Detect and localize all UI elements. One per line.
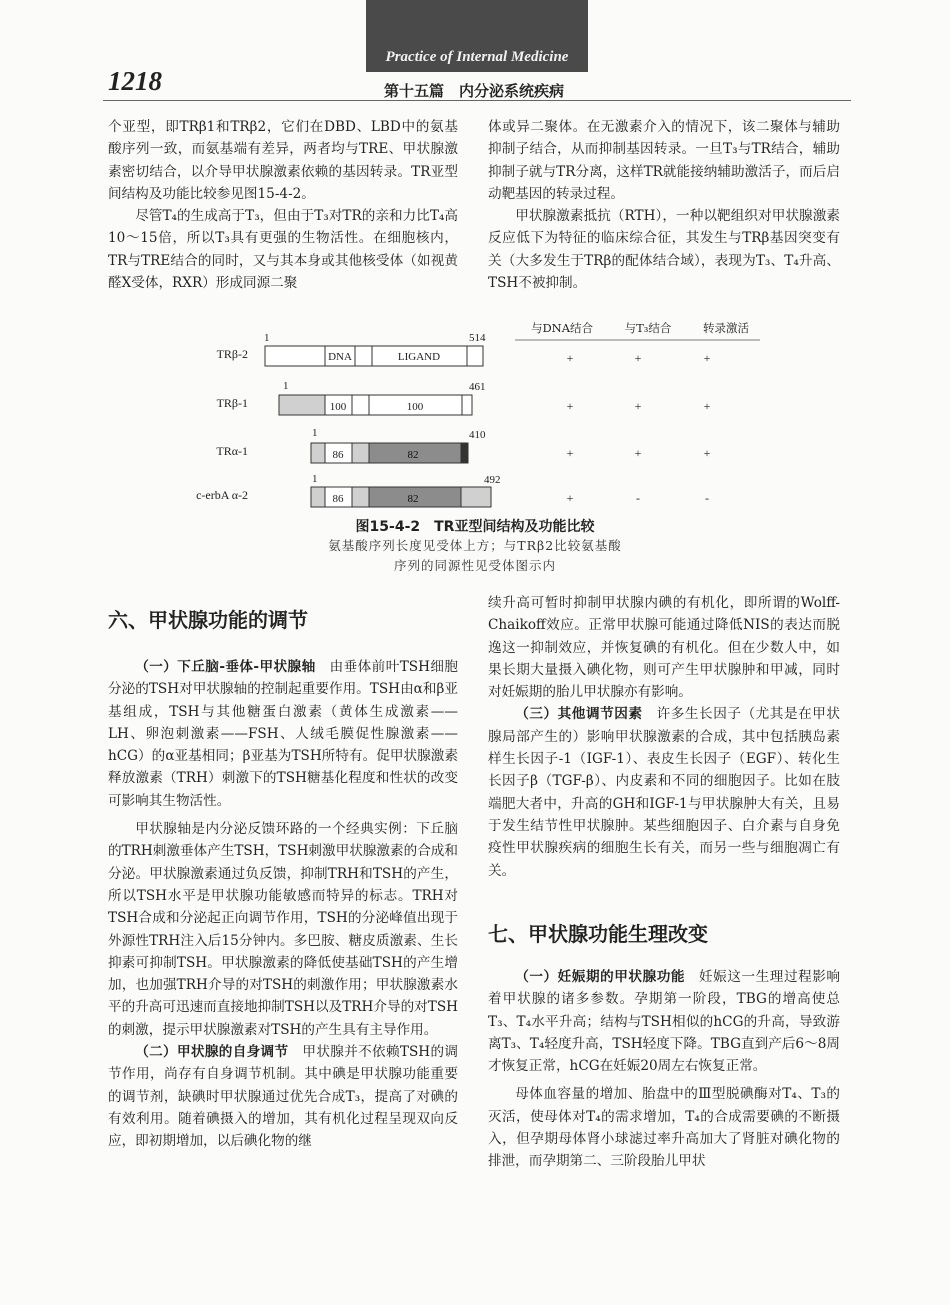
paragraph: 尽管T₄的生成高于T₃，但由于T₃对TR的亲和力比T₄高10～15倍，所以T₃具有更强的生物活性。在细胞核内，TR与TRE结合的同时，又与其本身或其他核受体（如视黄醛X受体，RXR）形成同源二聚 <box>108 208 458 292</box>
paragraph-text: 由垂体前叶TSH细胞分泌的TSH对甲状腺轴的控制起重要作用。TSH由α和β亚基组成，TSH与其他糖蛋白激素（黄体生成激素——LH、卵泡刺激素——FSH、人绒毛膜促性腺激素——hCG）的α亚基相同；β亚基为TSH所特有。促甲状腺激素释放激素（TRH）刺激下的TSH糖基化程度和性状的改变可影响其生物活性。 <box>108 659 458 809</box>
journal-title: Practice of Internal Medicine <box>385 49 569 65</box>
dna-label: DNA <box>328 351 352 363</box>
paragraph <box>108 1041 458 1152</box>
row-label: c-erbA α-2 <box>196 488 248 502</box>
ligand-label: 100 <box>406 401 424 413</box>
paragraph: 续升高可暂时抑制甲状腺内碘的有机化，即所谓的Wolff-Chaikoff效应。正常甲状腺可能通过降低NIS的表达而脱逸这一抑制效应，并恢复碘的有机化。但在少数人中，如果长期大量摄入碘化物，则可产生甲状腺肿和甲减，同时对妊娠期的胎儿甲状腺亦有影响。 <box>488 595 840 701</box>
row-trb2 <box>217 332 711 366</box>
mark-activation: + <box>703 399 711 413</box>
ligand-label: 82 <box>407 493 419 505</box>
dna-label: 86 <box>332 449 344 461</box>
section-7-column <box>488 966 840 1173</box>
mark-dna: + <box>566 399 574 413</box>
caption-title: 图15-4-2 TR亚型间结构及功能比较 <box>355 519 595 535</box>
c-terminal-block <box>461 443 468 463</box>
paragraph <box>488 966 840 1077</box>
mark-activation: + <box>703 351 711 365</box>
dna-label: 100 <box>329 401 347 413</box>
mark-t3: + <box>634 446 642 460</box>
end-residue: 514 <box>469 332 486 344</box>
paragraph: 体或异二聚体。在无激素介入的情况下，该二聚体与辅助抑制子结合，从而抑制基因转录。一旦T₃与TR结合，辅助抑制子就与TR分离，这样TR就能接纳辅助激活子，而后启动靶基因的转录过程。 <box>488 119 840 202</box>
section-6-title: 六、甲状腺功能的调节 <box>108 608 308 632</box>
ligand-label: LIGAND <box>397 351 441 363</box>
paragraph-text: 甲状腺并不依赖TSH的调节作用，尚存有自身调节机制。其中碘是甲状腺功能重要的调节剂，缺碘时甲状腺通过优先合成T₃，提高了对碘的有效利用。随着碘摄入的增加，其有机化过程呈现双向反应，即初期增加，以后碘化物的继 <box>108 1044 458 1150</box>
row-trb1 <box>217 380 711 415</box>
mark-t3: + <box>634 351 642 365</box>
start-residue: 1 <box>312 427 318 439</box>
subsection-title: （一）妊娠期的甲状腺功能 <box>515 969 686 985</box>
start-residue: 1 <box>283 380 289 392</box>
caption-line: 序列的同源性见受体图示内 <box>393 558 556 573</box>
start-residue: 1 <box>312 473 318 485</box>
end-residue: 492 <box>484 474 501 486</box>
page-number: 1218 <box>108 66 162 96</box>
paragraph <box>108 656 458 812</box>
subsection-title: （一）下丘脑-垂体-甲状腺轴 <box>135 659 316 675</box>
paragraph: 甲状腺轴是内分泌反馈环路的一个经典实例：下丘脑的TRH刺激垂体产生TSH，TSH刺激甲状腺激素的合成和分泌。甲状腺激素通过负反馈，抑制TRH和TSH的产生，所以TSH水平是甲状腺功能敏感而特异的标志。TRH对TSH合成和分泌起正向调节作用，TSH的分泌峰值出现于外源性TRH注入后15分钟内。多巴胺、糖皮质激素、生长抑素可抑制TSH。甲状腺激素的降低使基础TSH的产生增加，也加强TRH介导的对TSH的刺激作用；甲状腺激素水平的升高可迅速而直接地抑制TSH以及TRH介导的对TSH的刺激，提示甲状腺激素对TSH的产生具有主导作用。 <box>108 821 458 1038</box>
dna-label: 86 <box>332 493 344 505</box>
ligand-label: 82 <box>407 449 419 461</box>
mark-t3: + <box>634 399 642 413</box>
paragraph-text: 许多生长因子（尤其是在甲状腺局部产生的）影响甲状腺激素的合成，其中包括胰岛素样生长因子-1（IGF-1）、表皮生长因子（EGF）、转化生长因子β（TGF-β）、内皮素和不同的细胞因子。比如在肢端肥大者中，升高的GH和IGF-1与甲状腺肿大有关，且易于发生结节性甲状腺肿。某些细胞因子、白介素与自身免疫性甲状腺疾病的细胞生长有关，而另一些与细胞凋亡有关。 <box>488 706 841 879</box>
mark-dna: + <box>566 446 574 460</box>
paragraph <box>488 703 840 881</box>
chapter-title: 第十五篇 内分泌系统疾病 <box>384 82 565 100</box>
end-residue: 410 <box>469 429 486 441</box>
paragraph: 甲状腺激素抵抗（RTH），一种以靶组织对甲状腺激素反应低下为特征的临床综合征，其发生与TRβ基因突变有关（大多发生于TRβ的配体结合域），表现为T₃、T₄升高、TSH不被抑制。 <box>488 208 840 292</box>
lower-left-column <box>108 656 458 1153</box>
mark-activation: - <box>705 491 709 505</box>
mark-activation: + <box>703 446 711 460</box>
paragraph-text: 妊娠这一生理过程影响着甲状腺的诸多参数。孕期第一阶段，TBG的增高使总T₃、T₄水平升高；结构与TSH相似的hCG的升高，导致游离T₃、T₄轻度升高，TSH轻度下降。TBG直到产后6～8周才恢复正常，hCG在妊娠20周左右恢复正常。 <box>488 969 841 1075</box>
mark-dna: + <box>566 351 574 365</box>
col-header-t3: 与T₃结合 <box>624 321 672 335</box>
row-label: TRα-1 <box>216 444 248 458</box>
caption-line: 氨基酸序列长度见受体上方；与TRβ2比较氨基酸 <box>328 538 622 553</box>
subsection-title: （二）甲状腺的自身调节 <box>135 1044 289 1061</box>
section-7-title: 七、甲状腺功能生理改变 <box>488 922 708 946</box>
lower-right-column <box>488 592 840 882</box>
subsection-title: （三）其他调节因素 <box>515 706 643 723</box>
mark-t3: - <box>636 491 640 505</box>
paragraph: 个亚型，即TRβ1和TRβ2，它们在DBD、LBD中的氨基酸序列一致，而氨基端有差异，两者均与TRE、甲状腺激素密切结合，以介导甲状腺激素依赖的基因转录。TR亚型间结构及功能比较参见图15-4-2。 <box>108 119 458 202</box>
start-residue: 1 <box>264 332 270 344</box>
paragraph: 母体血容量的增加、胎盘中的Ⅲ型脱碘酶对T₄、T₃的灭活，使母体对T₄的需求增加，T₄的合成需要碘的不断摄入，但孕期母体肾小球滤过率升高加大了肾脏对碘化物的排泄，而孕期第二、三阶段胎儿甲状 <box>488 1086 840 1170</box>
row-cerba-a2 <box>196 473 709 507</box>
figure-caption <box>250 516 700 576</box>
n-terminal-domain <box>279 395 325 415</box>
mark-dna: + <box>566 491 574 505</box>
col-header-transactivation: 转录激活 <box>703 321 749 335</box>
row-label: TRβ-1 <box>216 396 248 410</box>
end-residue: 461 <box>469 381 486 393</box>
row-label: TRβ-2 <box>216 347 248 361</box>
row-tra1 <box>216 427 710 463</box>
col-header-dna: 与DNA结合 <box>530 321 594 335</box>
